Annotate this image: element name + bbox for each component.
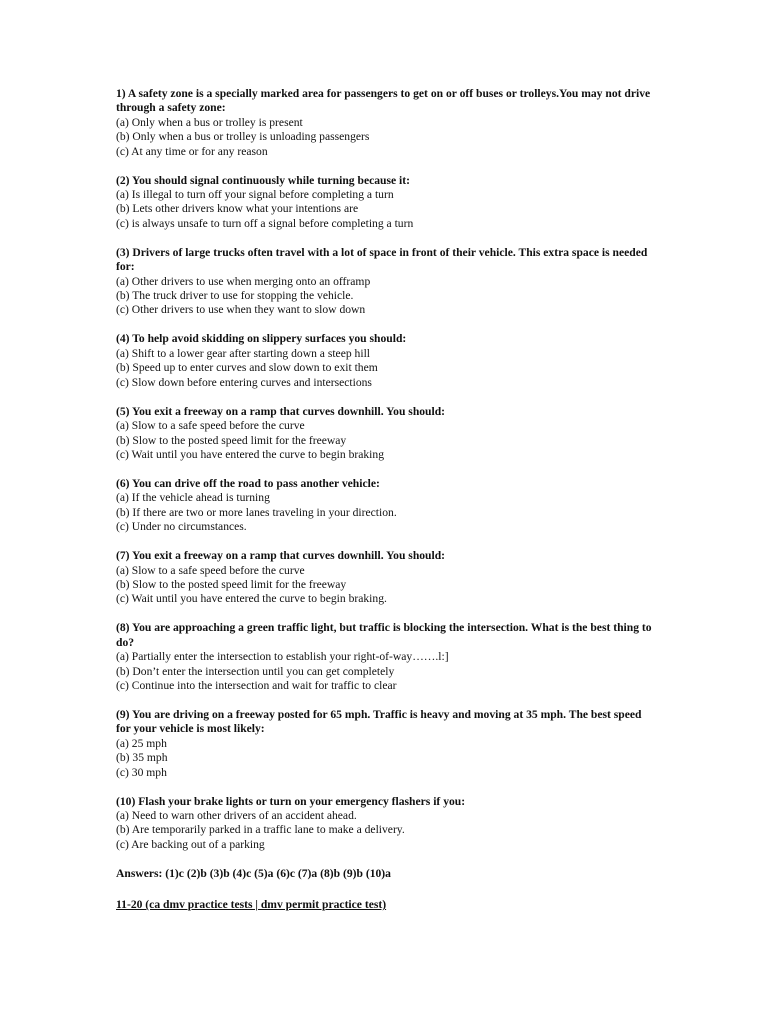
question-text: (4) To help avoid skidding on slippery surfaces you should: <box>116 332 407 346</box>
question-block <box>116 332 656 390</box>
answer-option: (b) The truck driver to use for stopping the vehicle. <box>116 289 354 303</box>
question-block <box>116 549 656 607</box>
answer-option: (a) Other drivers to use when merging onto an offramp <box>116 274 371 288</box>
answer-option: (c) Continue into the intersection and wait for traffic to clear <box>116 678 397 692</box>
question-block <box>116 405 656 463</box>
answer-option: (a) 25 mph <box>116 736 167 750</box>
answer-option: (a) Only when a bus or trolley is present <box>116 115 303 129</box>
question-block <box>116 708 656 780</box>
question-block <box>116 87 656 159</box>
answer-option: (b) Speed up to enter curves and slow down to exit them <box>116 361 378 375</box>
question-text: (8) You are approaching a green traffic light, but traffic is blocking the intersection. What is the best thing to do? <box>116 621 652 649</box>
answer-option: (b) Are temporarily parked in a traffic lane to make a delivery. <box>116 823 405 837</box>
answer-option: (b) If there are two or more lanes traveling in your direction. <box>116 505 397 519</box>
answer-option: (b) Lets other drivers know what your intentions are <box>116 202 359 216</box>
question-text: (10) Flash your brake lights or turn on your emergency flashers if you: <box>116 794 466 808</box>
answer-option: (a) Slow to a safe speed before the curve <box>116 563 305 577</box>
answer-option: (a) Need to warn other drivers of an accident ahead. <box>116 809 357 822</box>
answer-option: (c) Under no circumstances. <box>116 520 247 534</box>
answer-option: (c) Wait until you have entered the curve to begin braking <box>116 447 384 461</box>
question-text: (6) You can drive off the road to pass another vehicle: <box>116 476 380 490</box>
document-page <box>116 87 656 913</box>
question-block <box>116 174 656 232</box>
answer-option: (a) If the vehicle ahead is turning <box>116 491 270 505</box>
answer-option: (b) 35 mph <box>116 751 168 765</box>
question-text: (2) You should signal continuously while turning because it: <box>116 173 410 187</box>
question-text: (9) You are driving on a freeway posted for 65 mph. Traffic is heavy and moving at 35 mph. The best speed for your vehicle is most likely: <box>116 707 642 736</box>
question-block <box>116 477 656 535</box>
answer-key: Answers: (1)c (2)b (3)b (4)c (5)a (6)c (7)a (8)b (9)b (10)a <box>116 866 391 880</box>
answer-option: (c) At any time or for any reason <box>116 144 268 158</box>
answer-option: (a) Shift to a lower gear after starting down a steep hill <box>116 346 371 360</box>
answer-option: (b) Don’t enter the intersection until you can get completely <box>116 664 395 678</box>
question-text: (7) You exit a freeway on a ramp that curves downhill. You should: <box>116 549 446 563</box>
answer-option: (b) Slow to the posted speed limit for the freeway <box>116 433 347 447</box>
question-block <box>116 246 656 318</box>
question-block <box>116 795 656 853</box>
answer-option: (a) Slow to a safe speed before the curve <box>116 419 305 433</box>
answer-option: (c) is always unsafe to turn off a signal before completing a turn <box>116 216 414 230</box>
question-text: (5) You exit a freeway on a ramp that curves downhill. You should: <box>116 404 446 418</box>
next-questions-link[interactable]: 11-20 (ca dmv practice tests | dmv permit practice test) <box>116 898 387 912</box>
answer-option: (a) Partially enter the intersection to establish your right-of-way…….l:] <box>116 650 449 664</box>
answer-option: (c) Are backing out of a parking <box>116 837 265 851</box>
question-list <box>116 87 656 852</box>
answer-option: (c) Wait until you have entered the curve to begin braking. <box>116 592 387 606</box>
question-text: 1) A safety zone is a specially marked area for passengers to get on or off buses or trolleys.You may not drive through a safety zone: <box>116 87 651 115</box>
question-block <box>116 621 656 693</box>
answer-option: (c) Slow down before entering curves and intersections <box>116 375 372 389</box>
answer-option: (b) Only when a bus or trolley is unloading passengers <box>116 130 370 144</box>
question-text: (3) Drivers of large trucks often travel with a lot of space in front of their vehicle. This extra space is needed for: <box>116 245 648 274</box>
answer-option: (c) 30 mph <box>116 765 167 779</box>
answer-option: (c) Other drivers to use when they want to slow down <box>116 303 366 317</box>
answer-option: (b) Slow to the posted speed limit for the freeway <box>116 577 347 591</box>
answer-option: (a) Is illegal to turn off your signal before completing a turn <box>116 188 394 202</box>
